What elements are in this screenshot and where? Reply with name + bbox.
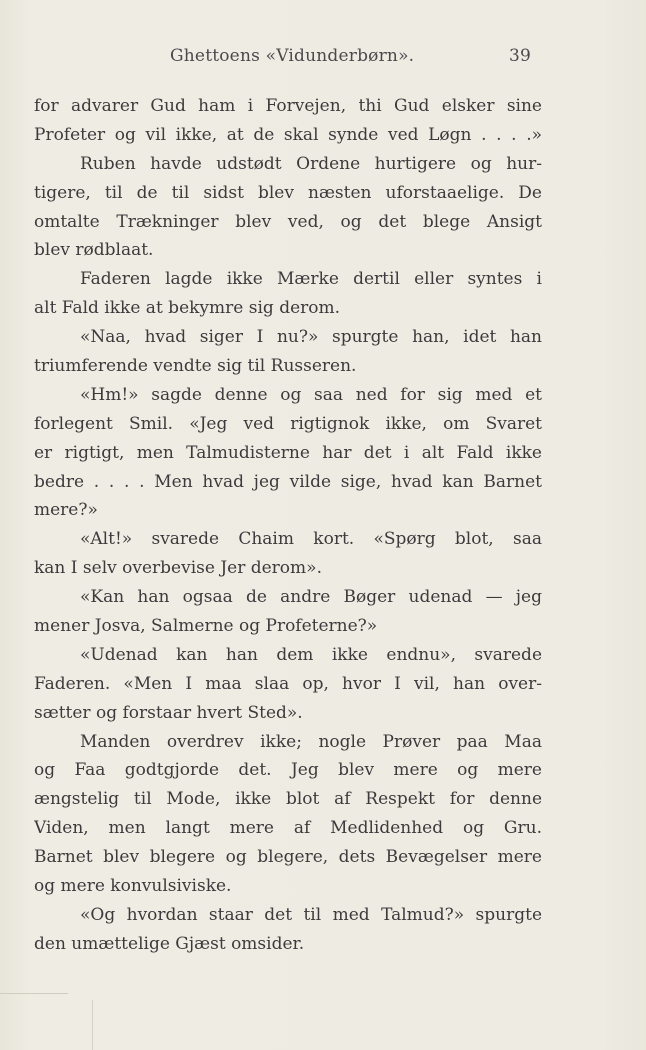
text-line: ængstelig til Mode, ikke blot af Respekt for denne (34, 789, 542, 810)
text-line: «Kan han ogsaa de andre Bøger udenad — jeg (80, 587, 542, 608)
running-title: Ghettoens «Vidunderbørn». (170, 46, 415, 66)
text-line: «Naa, hvad siger I nu?» spurgte han, idet han (80, 327, 542, 348)
text-line: er rigtigt, men Talmudisterne har det i alt Fald ikke (34, 442, 542, 463)
text-line: Barnet blev blegere og blegere, dets Bevægelser mere (34, 847, 542, 868)
text-line: «Udenad kan han dem ikke endnu», svarede (80, 644, 542, 665)
text-line: Faderen. «Men I maa slaa op, hvor I vil, han over- (34, 673, 542, 694)
body-text (34, 92, 542, 959)
text-line: mere?» (34, 500, 98, 521)
text-line: mener Josva, Salmerne og Profeterne?» (34, 616, 378, 637)
text-line: «Hm!» sagde denne og saa ned for sig med et (80, 384, 542, 405)
running-header (0, 46, 646, 70)
text-line: tigere, til de til sidst blev næsten uforstaaelige. De (34, 182, 542, 203)
text-line: kan I selv overbevise Jer derom». (34, 558, 322, 579)
text-line: alt Fald ikke at bekymre sig derom. (34, 298, 341, 319)
text-line: Viden, men langt mere af Medlidenhed og Gru. (34, 818, 542, 839)
text-line: blev rødblaat. (34, 240, 154, 261)
text-line: bedre . . . . Men hvad jeg vilde sige, hvad kan Barnet (34, 471, 542, 492)
text-line: Profeter og vil ikke, at de skal synde ved Løgn . . . .» (34, 124, 542, 145)
text-line: «Alt!» svarede Chaim kort. «Spørg blot, saa (80, 529, 542, 550)
text-line: og mere konvulsiviske. (34, 876, 232, 897)
text-line: for advarer Gud ham i Forvejen, thi Gud elsker sine (34, 96, 542, 116)
page-edge-mark (0, 993, 68, 994)
page-number: 39 (509, 46, 532, 66)
text-line: Manden overdrev ikke; nogle Prøver paa Maa (80, 731, 542, 752)
text-line: og Faa godtgjorde det. Jeg blev mere og mere (34, 760, 542, 781)
text-line: Ruben havde udstødt Ordene hurtigere og hur- (80, 153, 542, 174)
text-line: den umættelige Gjæst omsider. (34, 933, 305, 954)
text-line: «Og hvordan staar det til med Talmud?» spurgte (80, 904, 542, 925)
binding-edge-mark (92, 1000, 93, 1050)
text-line: forlegent Smil. «Jeg ved rigtignok ikke, om Svaret (34, 413, 542, 434)
text-line: Faderen lagde ikke Mærke dertil eller syntes i (80, 269, 542, 290)
text-line: omtalte Trækninger blev ved, og det blege Ansigt (34, 211, 542, 232)
text-line: triumferende vendte sig til Russeren. (34, 356, 357, 377)
text-line: sætter og forstaar hvert Sted». (34, 702, 303, 723)
